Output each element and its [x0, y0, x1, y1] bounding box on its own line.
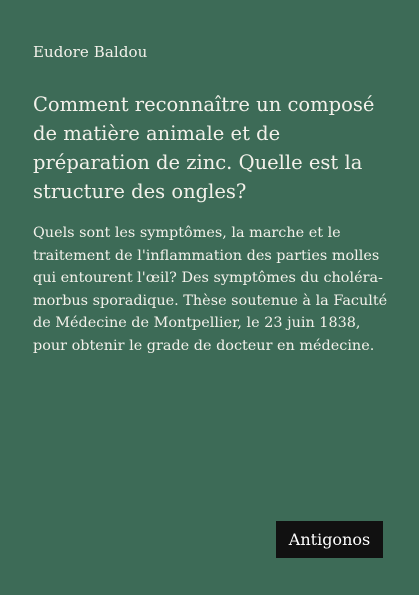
book-subtitle: Quels sont les symptômes, la marche et le traitement de l'inflammation des parties molles qui entourent l'œil? Des symptômes du choléra-morbus sporadique. Thèse soutenue à la Faculté de Médecine de Montpellier, le 23 juin 1838, pour obtenir le grade de docteur en médecine.	[33, 225, 388, 354]
author-name: Eudore Baldou	[33, 43, 148, 61]
book-title: Comment reconnaître un composé de matière animale et de préparation de zinc. Quelle est la structure des ongles?	[33, 93, 375, 203]
publisher-badge: Antigonos	[276, 521, 383, 558]
